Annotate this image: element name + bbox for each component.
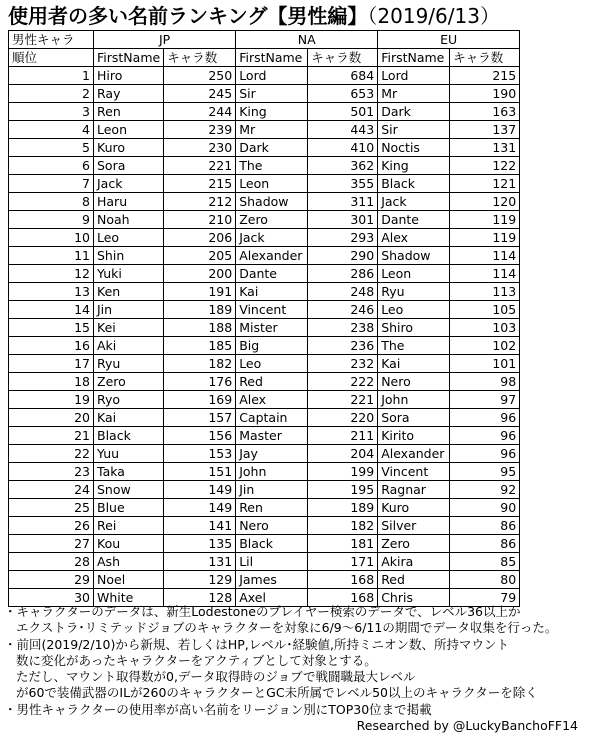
note-line: ・前回(2019/2/10)から新規、若しくはHP,レベル･経験値,所持ミニオン数、所持マウント [4, 636, 509, 652]
na-name-cell: Zero [236, 211, 308, 229]
eu-name-cell: Silver [378, 517, 450, 535]
title-date: （2019/6/13） [367, 4, 500, 28]
region-header-row [9, 31, 520, 49]
table-row [9, 355, 520, 373]
jp-name-cell: Ren [94, 103, 164, 121]
na-count-cell: 232 [308, 355, 378, 373]
na-name-cell: Mr [236, 121, 308, 139]
na-name-cell: Vincent [236, 301, 308, 319]
jp-name-cell: Leo [94, 229, 164, 247]
jp-name-cell: Sora [94, 157, 164, 175]
table-row [9, 391, 520, 409]
na-count-cell: 684 [308, 67, 378, 85]
na-count-cell: 221 [308, 391, 378, 409]
na-name-cell: Jin [236, 481, 308, 499]
jp-count-cell: 230 [164, 139, 236, 157]
jp-count-cell: 245 [164, 85, 236, 103]
column-header-row [9, 49, 520, 67]
na-count-cell: 181 [308, 535, 378, 553]
eu-name-cell: Akira [378, 553, 450, 571]
jp-name-cell: Ash [94, 553, 164, 571]
table-row [9, 139, 520, 157]
table-row [9, 247, 520, 265]
jp-name-cell: Leon [94, 121, 164, 139]
table-row [9, 535, 520, 553]
jp-name-cell: Ray [94, 85, 164, 103]
eu-name-cell: Black [378, 175, 450, 193]
na-name-cell: Leo [236, 355, 308, 373]
na-name-cell: Red [236, 373, 308, 391]
rank-cell: 24 [9, 481, 94, 499]
jp-count-cell: 149 [164, 499, 236, 517]
rank-cell: 4 [9, 121, 94, 139]
table-row [9, 553, 520, 571]
eu-count-cell: 96 [450, 427, 520, 445]
rank-cell: 2 [9, 85, 94, 103]
eu-count-cell: 96 [450, 409, 520, 427]
jp-count-cell: 128 [164, 589, 236, 607]
eu-name-cell: Noctis [378, 139, 450, 157]
rank-cell: 21 [9, 427, 94, 445]
na-name-header: FirstName [236, 49, 308, 67]
rank-cell: 28 [9, 553, 94, 571]
jp-count-cell: 182 [164, 355, 236, 373]
eu-name-cell: Kuro [378, 499, 450, 517]
region-header-jp: JP [94, 31, 236, 49]
na-count-cell: 211 [308, 427, 378, 445]
table-row [9, 337, 520, 355]
table-row [9, 283, 520, 301]
jp-name-cell: Ryu [94, 355, 164, 373]
note-line: 数に変化があったキャラクターをアクティブとして対象とする。 [16, 652, 377, 668]
jp-count-cell: 221 [164, 157, 236, 175]
eu-name-cell: Sir [378, 121, 450, 139]
jp-count-cell: 244 [164, 103, 236, 121]
table-row [9, 409, 520, 427]
na-count-cell: 311 [308, 193, 378, 211]
jp-count-cell: 176 [164, 373, 236, 391]
rank-cell: 6 [9, 157, 94, 175]
eu-name-cell: Zero [378, 535, 450, 553]
jp-count-cell: 131 [164, 553, 236, 571]
note-line: ・男性キャラクターの使用率が高い名前をリージョン別にTOP30位まで掲載 [4, 701, 432, 717]
corner-label: 男性キャラ [9, 31, 94, 49]
eu-name-cell: Nero [378, 373, 450, 391]
rank-cell: 10 [9, 229, 94, 247]
jp-count-cell: 169 [164, 391, 236, 409]
jp-count-cell: 185 [164, 337, 236, 355]
rank-cell: 8 [9, 193, 94, 211]
na-count-cell: 204 [308, 445, 378, 463]
na-count-cell: 199 [308, 463, 378, 481]
eu-count-cell: 113 [450, 283, 520, 301]
rank-cell: 22 [9, 445, 94, 463]
jp-count-cell: 141 [164, 517, 236, 535]
eu-count-cell: 92 [450, 481, 520, 499]
table-row [9, 463, 520, 481]
jp-name-cell: Ryo [94, 391, 164, 409]
rank-cell: 26 [9, 517, 94, 535]
jp-count-cell: 212 [164, 193, 236, 211]
jp-count-cell: 215 [164, 175, 236, 193]
table-row [9, 481, 520, 499]
na-count-cell: 248 [308, 283, 378, 301]
rank-cell: 7 [9, 175, 94, 193]
table-row [9, 571, 520, 589]
eu-name-cell: Alexander [378, 445, 450, 463]
jp-count-cell: 149 [164, 481, 236, 499]
eu-name-cell: Dark [378, 103, 450, 121]
na-name-cell: Sir [236, 85, 308, 103]
eu-name-cell: Vincent [378, 463, 450, 481]
na-name-cell: Leon [236, 175, 308, 193]
eu-count-cell: 98 [450, 373, 520, 391]
table-row [9, 121, 520, 139]
rank-cell: 27 [9, 535, 94, 553]
table-row [9, 229, 520, 247]
table-row [9, 427, 520, 445]
eu-count-cell: 114 [450, 247, 520, 265]
jp-name-cell: Ken [94, 283, 164, 301]
eu-name-cell: Leon [378, 265, 450, 283]
eu-name-cell: Kirito [378, 427, 450, 445]
credit-line: Researched by @LuckyBanchoFF14 [356, 718, 578, 734]
jp-name-header: FirstName [94, 49, 164, 67]
eu-count-cell: 122 [450, 157, 520, 175]
na-name-cell: King [236, 103, 308, 121]
rank-cell: 19 [9, 391, 94, 409]
page-title [8, 2, 594, 30]
note-line: ・キャラクターのデータは、新生Lodestoneのプレイヤー検索のデータで、レベル36以上か [4, 604, 521, 619]
table-row [9, 319, 520, 337]
jp-count-cell: 250 [164, 67, 236, 85]
na-count-cell: 653 [308, 85, 378, 103]
eu-count-cell: 190 [450, 85, 520, 103]
na-count-cell: 168 [308, 589, 378, 607]
rank-cell: 29 [9, 571, 94, 589]
na-name-cell: Axel [236, 589, 308, 607]
jp-name-cell: Hiro [94, 67, 164, 85]
table-row [9, 85, 520, 103]
eu-count-cell: 97 [450, 391, 520, 409]
jp-name-cell: Black [94, 427, 164, 445]
eu-name-cell: Sora [378, 409, 450, 427]
note-line: が60で装備武器のILが260のキャラクターとGC未所属でレベル50以上のキャラクターを除く [16, 685, 538, 701]
rank-cell: 14 [9, 301, 94, 319]
eu-count-cell: 79 [450, 589, 520, 607]
eu-name-cell: Mr [378, 85, 450, 103]
na-count-cell: 238 [308, 319, 378, 337]
eu-name-cell: Ragnar [378, 481, 450, 499]
table-row [9, 103, 520, 121]
rank-cell: 16 [9, 337, 94, 355]
jp-name-cell: Rei [94, 517, 164, 535]
eu-count-cell: 102 [450, 337, 520, 355]
na-count-cell: 171 [308, 553, 378, 571]
table-row [9, 517, 520, 535]
jp-name-cell: Aki [94, 337, 164, 355]
jp-name-cell: Kou [94, 535, 164, 553]
eu-count-cell: 119 [450, 229, 520, 247]
jp-count-cell: 210 [164, 211, 236, 229]
eu-name-cell: John [378, 391, 450, 409]
jp-count-header: キャラ数 [164, 49, 236, 67]
na-count-cell: 246 [308, 301, 378, 319]
na-count-header: キャラ数 [308, 49, 378, 67]
na-name-cell: James [236, 571, 308, 589]
jp-name-cell: Noel [94, 571, 164, 589]
eu-name-cell: Jack [378, 193, 450, 211]
eu-count-cell: 163 [450, 103, 520, 121]
jp-count-cell: 151 [164, 463, 236, 481]
eu-count-cell: 95 [450, 463, 520, 481]
jp-count-cell: 135 [164, 535, 236, 553]
eu-count-cell: 105 [450, 301, 520, 319]
na-name-cell: Dark [236, 139, 308, 157]
jp-name-cell: Shin [94, 247, 164, 265]
eu-name-cell: Kai [378, 355, 450, 373]
na-name-cell: John [236, 463, 308, 481]
rank-cell: 17 [9, 355, 94, 373]
table-row [9, 499, 520, 517]
eu-count-cell: 86 [450, 535, 520, 553]
note-line: エクストラ･リミテッドジョブのキャラクターを対象に6/9～6/11の期間でデータ収集を行った。 [16, 620, 558, 636]
jp-count-cell: 205 [164, 247, 236, 265]
jp-count-cell: 129 [164, 571, 236, 589]
rank-cell: 20 [9, 409, 94, 427]
na-name-cell: Jay [236, 445, 308, 463]
na-name-cell: Lil [236, 553, 308, 571]
na-name-cell: Mister [236, 319, 308, 337]
na-count-cell: 362 [308, 157, 378, 175]
eu-count-cell: 96 [450, 445, 520, 463]
jp-count-cell: 189 [164, 301, 236, 319]
eu-name-cell: King [378, 157, 450, 175]
jp-name-cell: Haru [94, 193, 164, 211]
notes-section [4, 604, 596, 734]
table-row [9, 175, 520, 193]
na-count-cell: 410 [308, 139, 378, 157]
rank-cell: 30 [9, 589, 94, 607]
table-row [9, 193, 520, 211]
rank-cell: 13 [9, 283, 94, 301]
eu-name-header: FirstName [378, 49, 450, 67]
eu-name-cell: Shadow [378, 247, 450, 265]
na-name-cell: Dante [236, 265, 308, 283]
na-name-cell: Alexander [236, 247, 308, 265]
na-count-cell: 195 [308, 481, 378, 499]
eu-count-cell: 121 [450, 175, 520, 193]
na-name-cell: Big [236, 337, 308, 355]
eu-count-header: キャラ数 [450, 49, 520, 67]
na-count-cell: 293 [308, 229, 378, 247]
na-count-cell: 443 [308, 121, 378, 139]
jp-name-cell: Kuro [94, 139, 164, 157]
jp-name-cell: Taka [94, 463, 164, 481]
na-name-cell: The [236, 157, 308, 175]
eu-count-cell: 80 [450, 571, 520, 589]
eu-count-cell: 86 [450, 517, 520, 535]
table-row [9, 301, 520, 319]
table-row [9, 67, 520, 85]
region-header-na: NA [236, 31, 378, 49]
eu-name-cell: The [378, 337, 450, 355]
rank-cell: 12 [9, 265, 94, 283]
eu-name-cell: Ryu [378, 283, 450, 301]
title-main: 使用者の多い名前ランキング【男性編】 [8, 4, 368, 28]
na-name-cell: Captain [236, 409, 308, 427]
eu-name-cell: Leo [378, 301, 450, 319]
rank-cell: 15 [9, 319, 94, 337]
jp-count-cell: 188 [164, 319, 236, 337]
na-name-cell: Shadow [236, 193, 308, 211]
table-row [9, 445, 520, 463]
jp-count-cell: 153 [164, 445, 236, 463]
eu-count-cell: 131 [450, 139, 520, 157]
eu-count-cell: 215 [450, 67, 520, 85]
jp-name-cell: Noah [94, 211, 164, 229]
jp-name-cell: Jin [94, 301, 164, 319]
eu-count-cell: 103 [450, 319, 520, 337]
eu-count-cell: 90 [450, 499, 520, 517]
jp-name-cell: Jack [94, 175, 164, 193]
table-row [9, 265, 520, 283]
na-count-cell: 182 [308, 517, 378, 535]
table-row [9, 211, 520, 229]
rank-cell: 18 [9, 373, 94, 391]
note-line: ただし、マウント取得数が0,データ取得時のジョブで戦闘職最大レベル [16, 669, 416, 685]
jp-name-cell: Kei [94, 319, 164, 337]
jp-name-cell: Yuu [94, 445, 164, 463]
na-count-cell: 355 [308, 175, 378, 193]
jp-count-cell: 239 [164, 121, 236, 139]
na-name-cell: Ren [236, 499, 308, 517]
eu-name-cell: Chris [378, 589, 450, 607]
jp-name-cell: Kai [94, 409, 164, 427]
na-count-cell: 501 [308, 103, 378, 121]
rank-cell: 1 [9, 67, 94, 85]
eu-count-cell: 119 [450, 211, 520, 229]
eu-count-cell: 101 [450, 355, 520, 373]
eu-name-cell: Lord [378, 67, 450, 85]
table-row [9, 157, 520, 175]
eu-name-cell: Shiro [378, 319, 450, 337]
na-count-cell: 286 [308, 265, 378, 283]
jp-count-cell: 157 [164, 409, 236, 427]
jp-count-cell: 200 [164, 265, 236, 283]
name-ranking-table [8, 30, 520, 607]
jp-name-cell: Snow [94, 481, 164, 499]
eu-name-cell: Dante [378, 211, 450, 229]
rank-cell: 25 [9, 499, 94, 517]
jp-name-cell: Yuki [94, 265, 164, 283]
rank-cell: 3 [9, 103, 94, 121]
jp-count-cell: 156 [164, 427, 236, 445]
na-count-cell: 220 [308, 409, 378, 427]
na-count-cell: 290 [308, 247, 378, 265]
na-count-cell: 168 [308, 571, 378, 589]
table-row [9, 373, 520, 391]
na-count-cell: 301 [308, 211, 378, 229]
na-name-cell: Jack [236, 229, 308, 247]
eu-name-cell: Alex [378, 229, 450, 247]
eu-count-cell: 114 [450, 265, 520, 283]
na-name-cell: Kai [236, 283, 308, 301]
na-count-cell: 222 [308, 373, 378, 391]
na-name-cell: Alex [236, 391, 308, 409]
rank-cell: 5 [9, 139, 94, 157]
jp-name-cell: Blue [94, 499, 164, 517]
region-header-eu: EU [378, 31, 520, 49]
rank-cell: 11 [9, 247, 94, 265]
eu-name-cell: Red [378, 571, 450, 589]
eu-count-cell: 137 [450, 121, 520, 139]
na-name-cell: Lord [236, 67, 308, 85]
jp-count-cell: 206 [164, 229, 236, 247]
rank-cell: 9 [9, 211, 94, 229]
jp-count-cell: 191 [164, 283, 236, 301]
na-count-cell: 189 [308, 499, 378, 517]
eu-count-cell: 120 [450, 193, 520, 211]
na-name-cell: Nero [236, 517, 308, 535]
na-name-cell: Black [236, 535, 308, 553]
na-name-cell: Master [236, 427, 308, 445]
rank-cell: 23 [9, 463, 94, 481]
rank-header: 順位 [9, 49, 94, 67]
eu-count-cell: 85 [450, 553, 520, 571]
jp-name-cell: Zero [94, 373, 164, 391]
na-count-cell: 236 [308, 337, 378, 355]
jp-name-cell: White [94, 589, 164, 607]
